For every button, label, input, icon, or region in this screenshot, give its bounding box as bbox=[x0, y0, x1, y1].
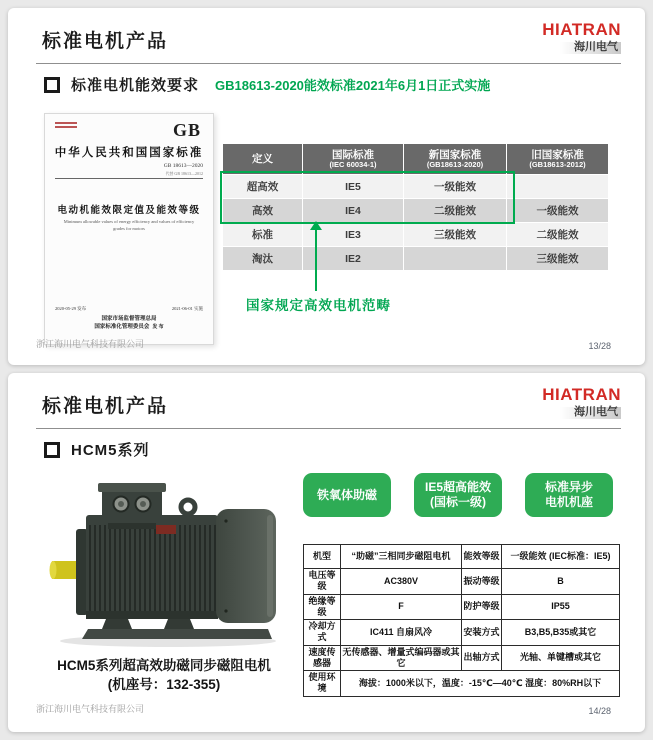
table-cell: IE4 bbox=[303, 199, 404, 223]
spec-value: 光轴、单键槽或其它 bbox=[502, 645, 620, 671]
spec-value: 无传感器、增量式编码器或其它 bbox=[341, 645, 462, 671]
gb-document-title: 电动机能效限定值及能效等级 bbox=[57, 206, 201, 216]
table-cell bbox=[507, 175, 609, 199]
spec-label: 安装方式 bbox=[462, 620, 502, 646]
spec-label: 电压等级 bbox=[304, 569, 341, 595]
company-logo bbox=[542, 386, 621, 419]
footer-company: 浙江海川电气科技有限公司 bbox=[36, 704, 145, 714]
spec-label: 能效等级 bbox=[462, 545, 502, 569]
page-number: 13/28 bbox=[588, 341, 611, 351]
gb-standard-cover-image bbox=[44, 113, 214, 345]
gb-implement-date: 2021-06-01 实施 bbox=[171, 306, 203, 311]
company-logo bbox=[542, 21, 621, 54]
badge-line: 电机机座 bbox=[544, 495, 593, 509]
page-title: 标准电机产品 bbox=[42, 396, 169, 417]
spec-value: 一级能效 (IEC标准：IE5) bbox=[502, 545, 620, 569]
table-row bbox=[223, 247, 609, 271]
spec-table bbox=[303, 544, 620, 697]
col-header-iec: 国际标准 (IEC 60034-1) bbox=[303, 144, 404, 175]
spec-value: AC380V bbox=[341, 569, 462, 595]
feature-badge-ferrite bbox=[303, 473, 391, 517]
table-cell: 超高效 bbox=[223, 175, 303, 199]
spec-label: 出轴方式 bbox=[462, 645, 502, 671]
highlight-box bbox=[220, 171, 515, 224]
gb-issuer-1: 国家市场监督管理总局 bbox=[101, 316, 157, 323]
header-divider bbox=[36, 63, 621, 64]
product-caption bbox=[26, 657, 302, 695]
spec-value: B3,B5,B35或其它 bbox=[502, 620, 620, 646]
section-header bbox=[44, 439, 150, 460]
spec-value: “助磁”三相同步磁阻电机 bbox=[341, 545, 462, 569]
section-header bbox=[44, 74, 490, 95]
annotation-label: 国家规定高效电机范畴 bbox=[246, 298, 391, 313]
spec-value: 海拔：1000米以下，温度：-15℃—40℃ 湿度：80%RH以下 bbox=[341, 671, 620, 697]
table-cell: 标准 bbox=[223, 223, 303, 247]
spec-row bbox=[304, 545, 620, 569]
spec-value: IP55 bbox=[502, 594, 620, 620]
gb-logo: GB bbox=[172, 120, 201, 140]
table-row bbox=[223, 223, 609, 247]
square-bullet-icon bbox=[44, 77, 60, 93]
spec-row bbox=[304, 645, 620, 671]
badge-line: IE5超高能效 bbox=[424, 480, 491, 494]
spec-label: 使用环境 bbox=[304, 671, 341, 697]
gb-cover-divider bbox=[55, 178, 203, 179]
logo-brand-text: HIATRAN bbox=[542, 385, 621, 404]
table-cell: 三级能效 bbox=[404, 223, 507, 247]
logo-brand-text: HIATRAN bbox=[542, 20, 621, 39]
table-cell: 一级能效 bbox=[404, 175, 507, 199]
caption-line-1: HCM5系列超高效助磁同步磁阻电机 bbox=[57, 658, 271, 673]
section-title: HCM5系列 bbox=[71, 442, 150, 459]
gb-dates-row bbox=[55, 306, 203, 312]
gb-standard-no-sub: 代替 GB 18613—2012 bbox=[165, 171, 203, 177]
col-header-definition: 定义 bbox=[223, 144, 303, 175]
gb-issuer-2: 国家标准化管理委员会 bbox=[94, 324, 150, 331]
table-cell bbox=[404, 247, 507, 271]
spec-value: IC411 自扇风冷 bbox=[341, 620, 462, 646]
badge-line: (国标一级) bbox=[430, 495, 486, 509]
table-cell: 淘汰 bbox=[223, 247, 303, 271]
spec-row bbox=[304, 594, 620, 620]
table-cell: 一级能效 bbox=[507, 199, 609, 223]
table-cell: IE3 bbox=[303, 223, 404, 247]
table-cell: IE5 bbox=[303, 175, 404, 199]
spec-value: B bbox=[502, 569, 620, 595]
col-header-new-gb: 新国家标准 (GB18613-2020) bbox=[404, 144, 507, 175]
gb-standard-number bbox=[164, 162, 203, 179]
page-title: 标准电机产品 bbox=[42, 31, 169, 52]
table-cell: 高效 bbox=[223, 199, 303, 223]
spec-label: 速度传感器 bbox=[304, 645, 341, 671]
badge-line: 标准异步 bbox=[544, 480, 593, 494]
caption-line-2: (机座号：132-355) bbox=[107, 676, 221, 692]
spec-label: 冷却方式 bbox=[304, 620, 341, 646]
gb-issuer-block bbox=[45, 316, 213, 332]
section-title: 标准电机能效要求 bbox=[71, 77, 200, 94]
table-header-row bbox=[223, 144, 609, 175]
square-bullet-icon bbox=[44, 442, 60, 458]
footer-company: 浙江海川电气科技有限公司 bbox=[36, 339, 145, 349]
arrow-line bbox=[315, 229, 317, 291]
section-note: GB18613-2020能效标准2021年6月1日正式实施 bbox=[215, 78, 491, 93]
spec-label: 机型 bbox=[304, 545, 341, 569]
feature-badge-frame bbox=[525, 473, 613, 517]
spec-row bbox=[304, 620, 620, 646]
gb-document-subtitle-en: Minimum allowable values of energy efficiency and values of efficiency grades for motors bbox=[63, 219, 195, 232]
logo-sub-text: 海川电气 bbox=[560, 407, 621, 419]
badge-line: 铁氧体助磁 bbox=[316, 487, 377, 502]
table-cell: 二级能效 bbox=[507, 223, 609, 247]
page-number: 14/28 bbox=[588, 706, 611, 716]
spec-label: 振动等级 bbox=[462, 569, 502, 595]
table-cell: IE2 bbox=[303, 247, 404, 271]
spec-label: 防护等级 bbox=[462, 594, 502, 620]
gb-publish-date: 2020-05-29 发布 bbox=[55, 306, 87, 311]
gb-issue-label: 发 布 bbox=[152, 325, 164, 331]
spec-label: 绝缘等级 bbox=[304, 594, 341, 620]
table-cell: 三级能效 bbox=[507, 247, 609, 271]
gb-country-standard-title: 中华人民共和国国家标准 bbox=[54, 147, 204, 159]
spec-row bbox=[304, 569, 620, 595]
header-divider bbox=[36, 428, 621, 429]
spec-value: F bbox=[341, 594, 462, 620]
table-cell: 二级能效 bbox=[404, 199, 507, 223]
slide-page-14 bbox=[8, 373, 645, 732]
feature-badge-ie5 bbox=[414, 473, 502, 517]
spec-row bbox=[304, 671, 620, 697]
logo-sub-text: 海川电气 bbox=[560, 42, 621, 54]
slide-page-13 bbox=[8, 8, 645, 365]
ics-code-marks bbox=[55, 122, 77, 130]
gb-standard-no-main: GB 18613—2020 bbox=[163, 163, 203, 169]
col-header-old-gb: 旧国家标准 (GB18613-2012) bbox=[507, 144, 609, 175]
motor-image bbox=[36, 481, 292, 651]
